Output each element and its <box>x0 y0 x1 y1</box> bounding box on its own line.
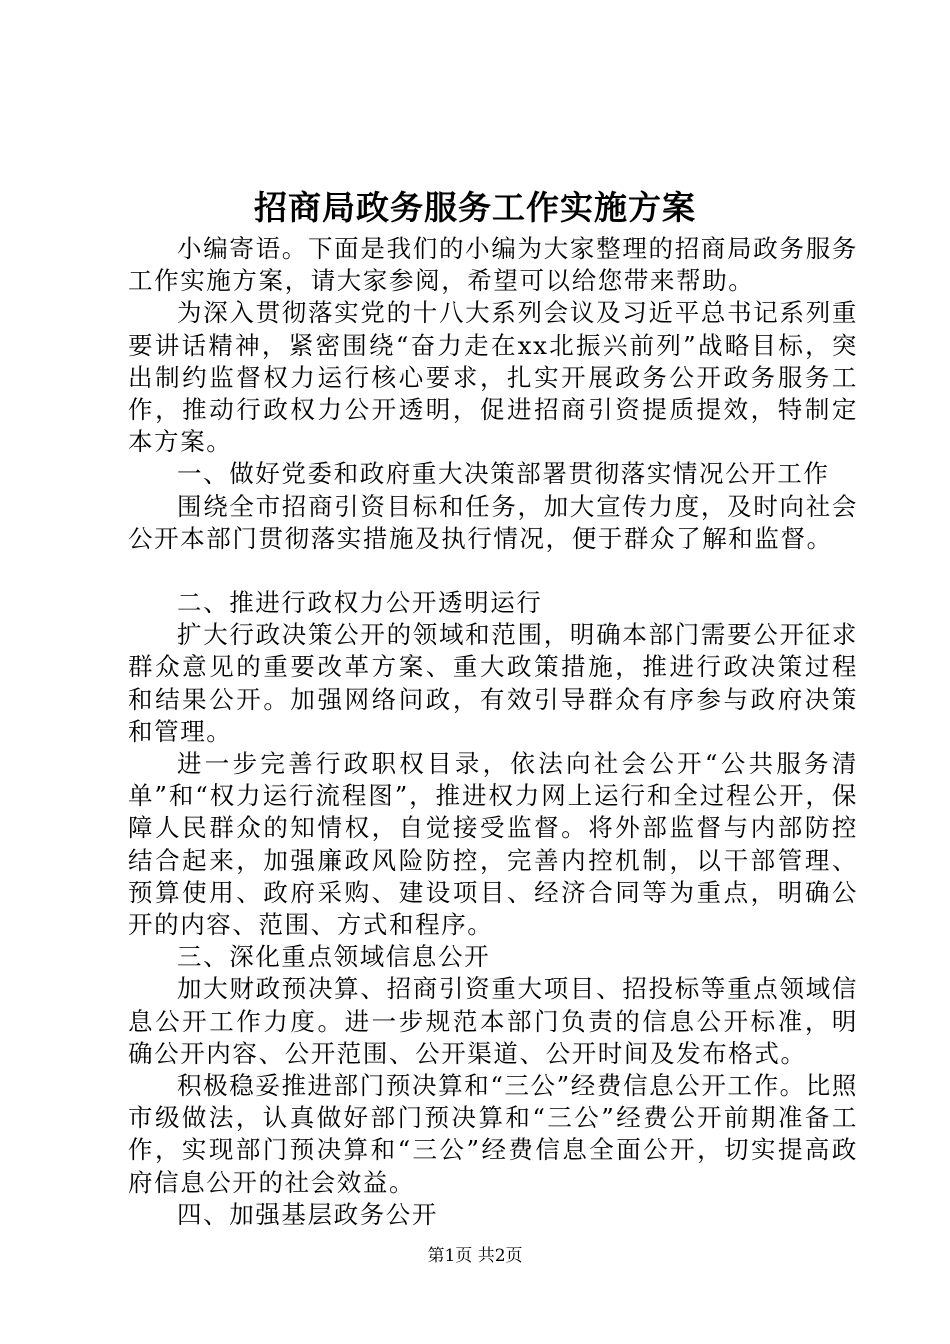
page-footer: 第1页 共2页 <box>427 1246 523 1266</box>
paragraph-section-3a: 加大财政预决算、招商引资重大项目、招投标等重点领域信息公开工作力度。进一步规范本部门负责的信息公开标准，明确公开内容、公开范围、公开渠道、公开时间及发布格式。 <box>128 974 858 1068</box>
section-heading-2: 二、推进行政权力公开透明运行 <box>177 588 543 618</box>
paragraph-section-3b: 积极稳妥推进部门预决算和“三公”经费信息公开工作。比照市级做法，认真做好部门预决算和“三公”经费公开前期准备工作，实现部门预决算和“三公”经费信息全面公开，切实提高政府信息公开的社会效益。 <box>128 1071 858 1197</box>
section-heading-3: 三、深化重点领域信息公开 <box>177 942 491 972</box>
document-body <box>128 233 858 1231</box>
paragraph-section-1: 围绕全市招商引资目标和任务，加大宣传力度，及时向社会公开本部门贯彻落实措施及执行情况，便于群众了解和监督。 <box>128 491 858 553</box>
document-title: 招商局政务服务工作实施方案 <box>254 188 696 227</box>
paragraph-purpose: 为深入贯彻落实党的十八大系列会议及习近平总书记系列重要讲话精神，紧密围绕“奋力走在xx北振兴前列”战略目标，突出制约监督权力运行核心要求，扎实开展政务公开政务服务工作，推动行政权力公开透明，促进招商引资提质提效，特制定本方案。 <box>128 298 858 457</box>
paragraph-section-2b: 进一步完善行政职权目录，依法向社会公开“公共服务清单”和“权力运行流程图”，推进权力网上运行和全过程公开，保障人民群众的知情权，自觉接受监督。将外部监督与内部防控结合起来，加强廉政风险防控，完善内控机制，以干部管理、预算使用、政府采购、建设项目、经济合同等为重点，明确公开的内容、范围、方式和程序。 <box>128 749 858 940</box>
section-heading-1: 一、做好党委和政府重大决策部署贯彻落实情况公开工作 <box>177 459 830 489</box>
paragraph-section-2a: 扩大行政决策公开的领域和范围，明确本部门需要公开征求群众意见的重要改革方案、重大政策措施，推进行政决策过程和结果公开。加强网络问政，有效引导群众有序参与政府决策和管理。 <box>128 620 858 746</box>
section-heading-4: 四、加强基层政务公开 <box>177 1199 438 1229</box>
paragraph-intro: 小编寄语。下面是我们的小编为大家整理的招商局政务服务工作实施方案，请大家参阅，希望可以给您带来帮助。 <box>128 234 858 296</box>
